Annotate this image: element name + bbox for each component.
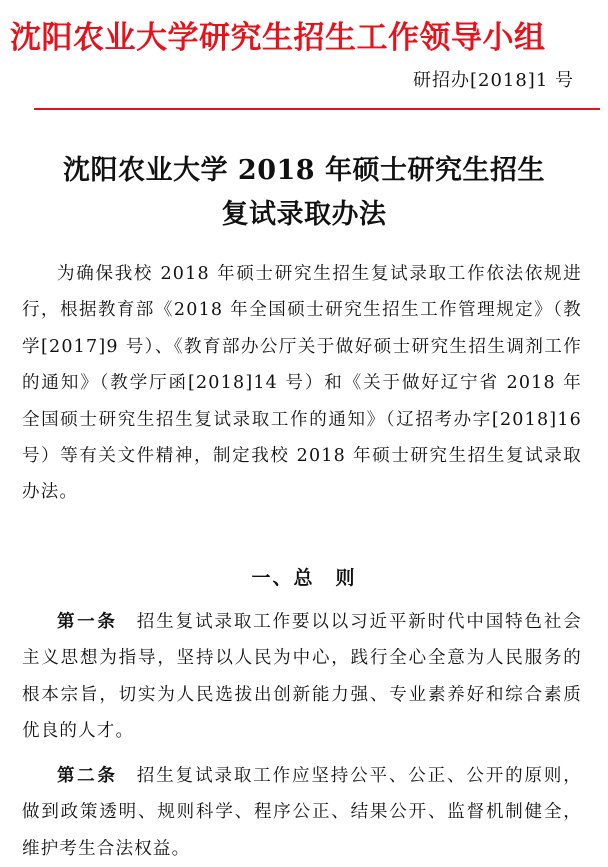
document-title-line-2: 复试录取办法 — [221, 199, 387, 230]
document-number: 研招办[2018]1 号 — [412, 70, 574, 91]
article-2-label: 第二条 — [57, 766, 118, 786]
red-header-rule — [34, 108, 600, 110]
issuing-office-title: 沈阳农业大学研究生招生工作领导小组 — [10, 20, 546, 56]
intro-paragraph: 为确保我校 2018 年硕士研究生招生复试录取工作依法依规进行，根据教育部《2018 年全国硕士研究生招生工作管理规定》（教学[2017]9 号）、《教育部办公厅关于做好硕士研究生招生调剂工作的通知》（教学厅函[2018]14 号）和《关于做好辽宁省 2018 年全国硕士研究生招生复试录取工作的通知》（辽招考办字[2018]16 号）等有关文件精神，制定我校 2018 年硕士研究生招生复试录取办法。 — [22, 264, 582, 503]
article-2-text: 招生复试录取工作应坚持公平、公正、公开的原则，做到政策透明、规则科学、程序公正、结果公开、监督机制健全，维护考生合法权益。 — [22, 766, 582, 859]
article-1-paragraph — [22, 604, 582, 750]
article-1-text: 招生复试录取工作要以以习近平新时代中国特色社会主义思想为指导，坚持以人民为中心，践行全心全意为人民服务的根本宗旨，切实为人民选拔出创新能力强、专业素养好和综合素质优良的人才。 — [22, 612, 582, 742]
section-heading-general: 一、总 则 — [251, 567, 357, 589]
article-2-paragraph — [22, 758, 582, 867]
article-1-label: 第一条 — [57, 612, 118, 632]
document-title-line-1: 沈阳农业大学 2018 年硕士研究生招生 — [63, 155, 545, 186]
